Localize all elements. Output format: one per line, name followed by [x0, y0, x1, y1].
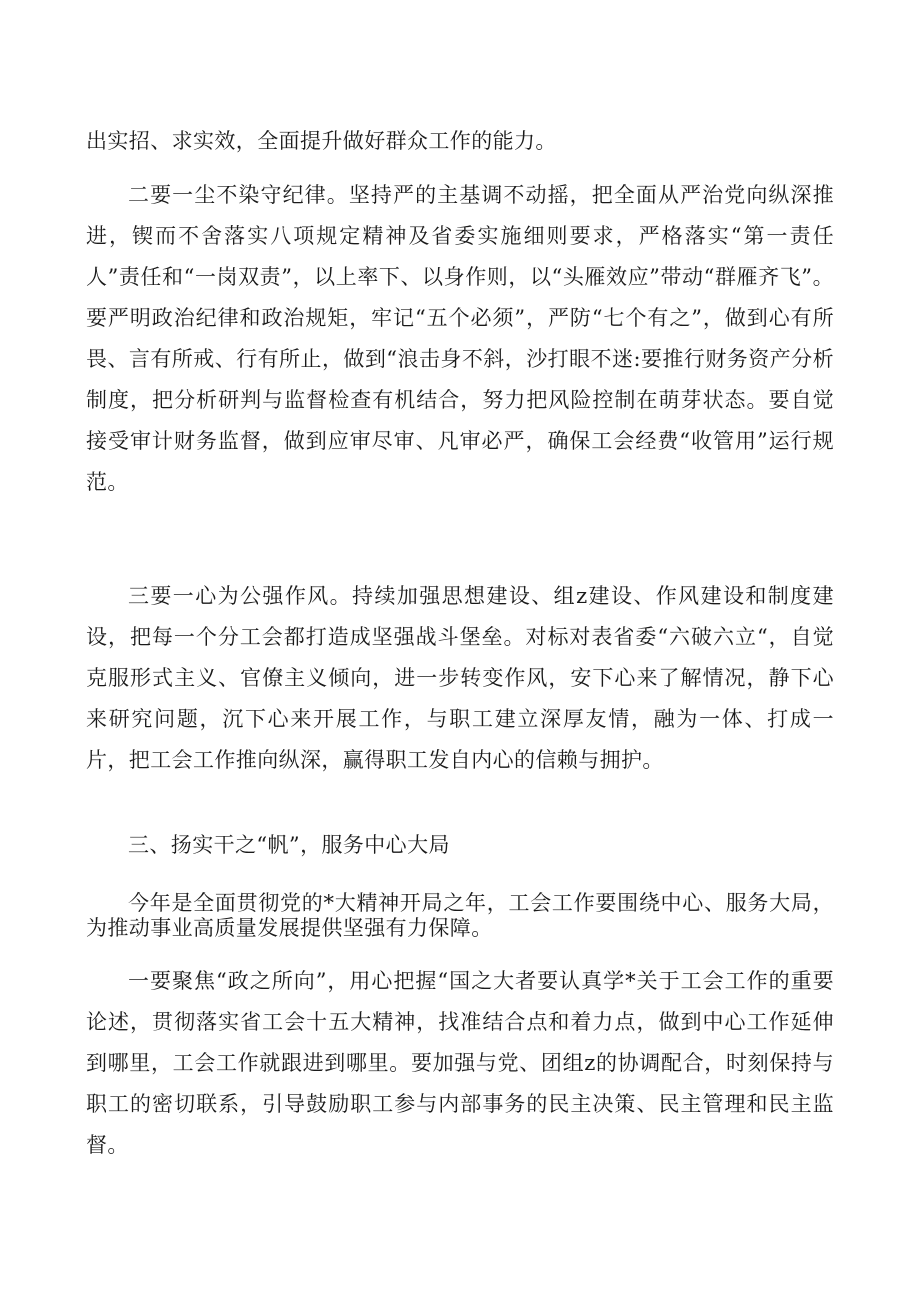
section-heading: 三、扬实干之“帆”，服务中心大局: [128, 833, 450, 857]
paragraph-intro: 今年是全面贯彻党的*大精神开局之年，工会工作要围绕中心、服务大局，为推动事业高质量发展提供坚强有力保障。: [86, 891, 834, 940]
paragraph-focus: 一要聚焦“政之所向”，用心把握“国之大者要认真学*关于工会工作的重要论述，贯彻落实省工会十五大精神，找准结合点和着力点，做到中心工作延伸到哪里，工会工作就跟进到哪里。要加强与党、团组z的协调配合，时刻保持与职工的密切联系，引导鼓励职工参与内部事务的民主决策、民主管理和民主监督。: [86, 969, 834, 1157]
paragraph-continuation: 出实招、求实效，全面提升做好群众工作的能力。: [86, 129, 557, 153]
paragraph-work-style: 三要一心为公强作风。持续加强思想建设、组z建设、作风建设和制度建设，把每一个分工会都打造成坚强战斗堡垒。对标对表省委“六破六立“，自觉克服形式主义、官僚主义倾向，进一步转变作风，安下心来了解情况，静下心来研究问题，沉下心来开展工作，与职工建立深厚友情，融为一体、打成一片，把工会工作推向纵深，赢得职工发自内心的信赖与拥护。: [86, 584, 834, 772]
paragraph-discipline: 二要一尘不染守纪律。坚持严的主基调不动摇，把全面从严治党向纵深推进，锲而不舍落实八项规定精神及省委实施细则要求，严格落实“第一责任人”责任和“一岗双责”，以上率下、以身作则，以“头雁效应”带动“群雁齐飞”。要严明政治纪律和政治规矩，牢记“五个必须”，严防“七个有之”，做到心有所畏、言有所戒、行有所止，做到“浪击身不斜，沙打眼不迷:要推行财务资产分析制度，把分析研判与监督检查有机结合，努力把风险控制在萌芽状态。要自觉接受审计财务监督，做到应审尽审、凡审必严，确保工会经费“收管用”运行规范。: [86, 183, 834, 494]
